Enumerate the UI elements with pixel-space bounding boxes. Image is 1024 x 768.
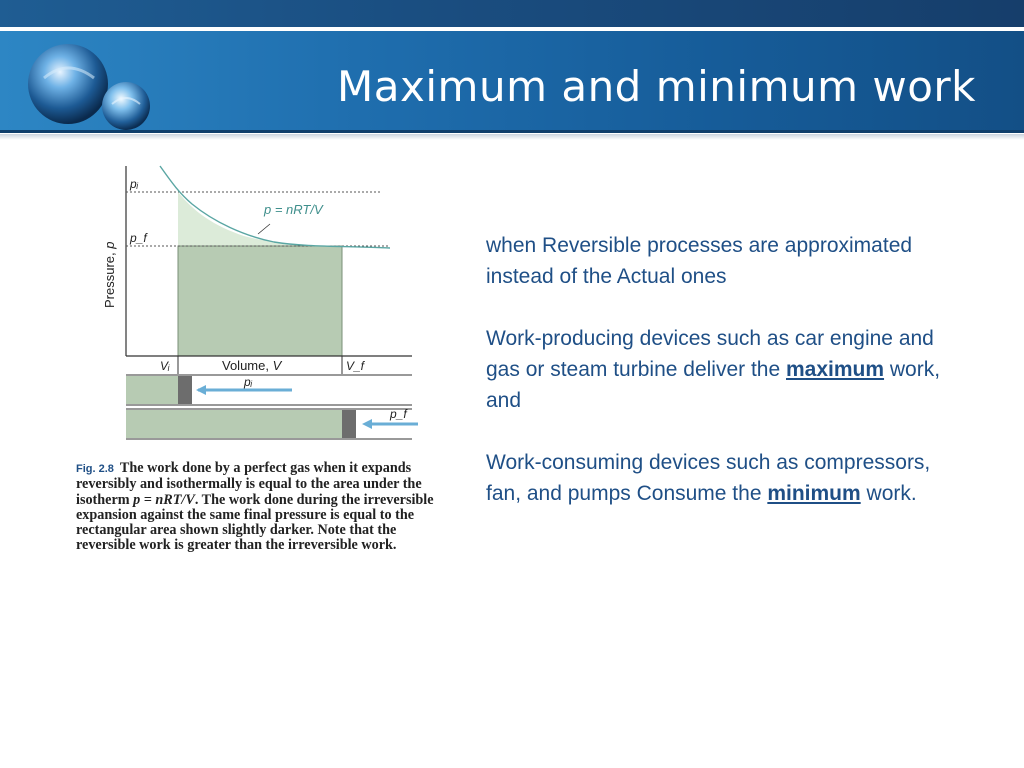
piston2-arrowhead-icon (362, 419, 372, 429)
pf-label: p_f (130, 231, 147, 245)
para3-text-after: work. (860, 482, 917, 505)
minimum-emphasis: minimum (767, 482, 861, 505)
caption-equation: p = nRT/V (133, 491, 195, 508)
paragraph-reversible: when Reversible processes are approximated instead of the Actual ones (486, 234, 913, 288)
figure-caption (76, 461, 436, 554)
para2-text-after: work, and (486, 358, 941, 412)
caption-text-before: The work done by a perfect gas when it expands reversibly and isothermally is equal to the area under the isotherm (76, 460, 422, 508)
slide-title: Maximum and minimum work (337, 62, 976, 111)
header-top-bar (0, 0, 1024, 27)
piston2-label: p_f (390, 407, 407, 421)
para3-text-before: Work-consuming devices such as compressors, fan, and pumps Consume the (486, 451, 931, 505)
header-shadow (0, 134, 1024, 140)
orbs-logo-icon (22, 38, 162, 134)
body-text (486, 230, 966, 540)
piston1-arrowhead-icon (196, 385, 206, 395)
caption-text-after: . The work done during the irreversible expansion against the same final pressure is equal to the rectangular area shown slightly darker. Note that the reversible work is greater than the irreversible work. (76, 491, 434, 554)
vf-label: V_f (346, 359, 365, 373)
y-axis-label: Pressure, p (102, 241, 117, 308)
piston1-label: pᵢ (244, 375, 253, 389)
maximum-emphasis: maximum (786, 358, 885, 381)
cylinder2-gas (126, 410, 342, 438)
x-axis-label: Volume, V (222, 358, 282, 373)
isotherm-pointer (258, 224, 270, 234)
irreversible-work-area (178, 246, 342, 356)
cylinder1-gas (126, 376, 178, 404)
pv-diagram-svg (74, 160, 434, 460)
isotherm-label: p = nRT/V (264, 202, 323, 217)
piston1 (178, 376, 192, 404)
pi-label: pᵢ (130, 177, 139, 191)
caption-fig-label: Fig. 2.8 (76, 463, 114, 475)
vi-label: Vᵢ (160, 359, 170, 373)
slide-header (0, 0, 1024, 140)
paragraph-work-consuming (486, 447, 966, 509)
para2-text-before: Work-producing devices such as car engine and gas or steam turbine deliver the (486, 327, 934, 381)
paragraph-work-producing (486, 323, 966, 416)
piston2 (342, 410, 356, 438)
